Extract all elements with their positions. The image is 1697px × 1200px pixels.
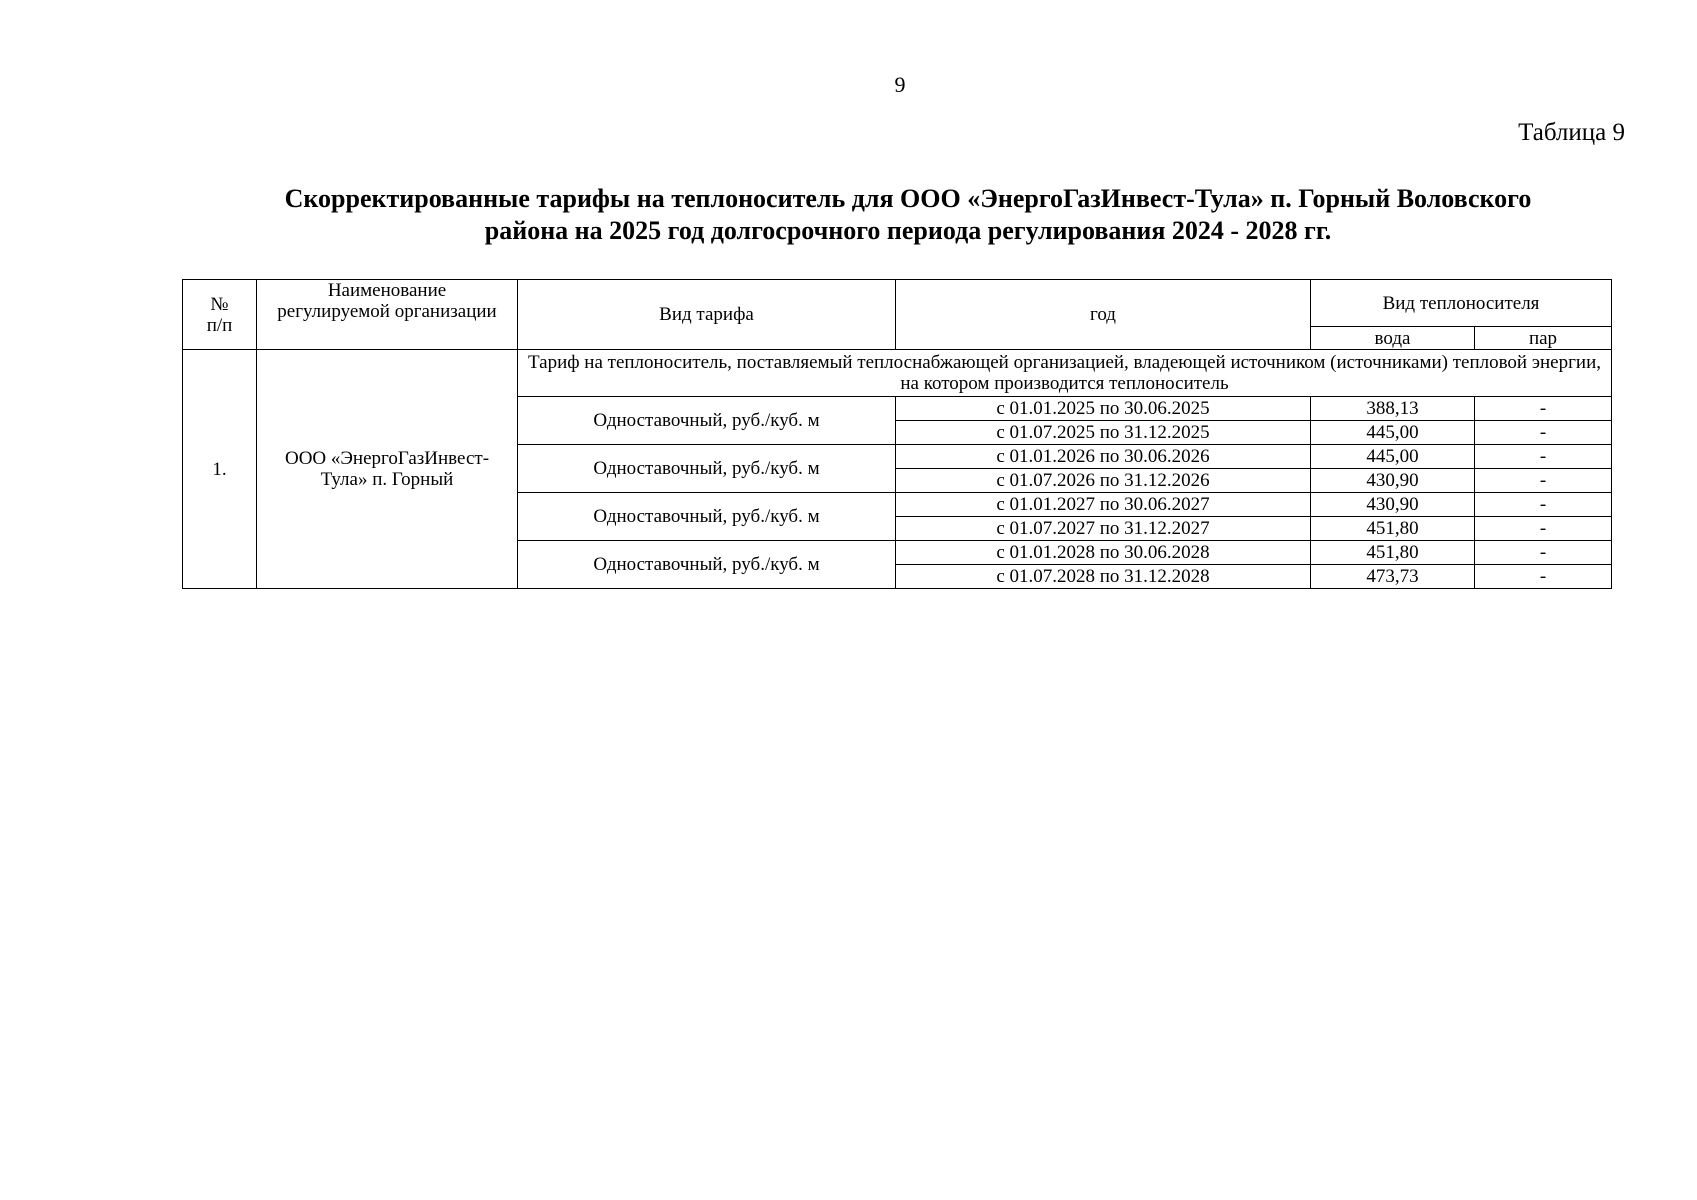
title-line-1: Скорректированные тарифы на теплоноситель для ООО «ЭнергоГазИнвест-Тула» п. Горный Воловского xyxy=(284,184,1532,213)
water-value-cell: 451,80 xyxy=(1311,541,1475,565)
period-cell: с 01.01.2025 по 30.06.2025 xyxy=(896,397,1311,421)
water-value-cell: 445,00 xyxy=(1311,445,1475,469)
steam-value-cell: - xyxy=(1475,541,1612,565)
steam-value-cell: - xyxy=(1475,517,1612,541)
period-cell: с 01.01.2028 по 30.06.2028 xyxy=(896,541,1311,565)
header-number-line-1: № xyxy=(210,293,229,315)
steam-value-cell: - xyxy=(1475,421,1612,445)
water-value-cell: 451,80 xyxy=(1311,517,1475,541)
tariff-type-cell: Одноставочный, руб./куб. м xyxy=(518,541,896,589)
section-note: Тариф на теплоноситель, поставляемый теплоснабжающей организацией, владеющей источником (источниками) тепловой энергии, на котором производится теплоноситель xyxy=(518,350,1612,397)
header-organization xyxy=(257,280,518,350)
organization-name xyxy=(257,350,518,589)
water-value-cell: 430,90 xyxy=(1311,469,1475,493)
header-steam: пар xyxy=(1475,327,1612,350)
header-water: вода xyxy=(1311,327,1475,350)
section-note-row xyxy=(183,350,1612,397)
period-cell: с 01.07.2025 по 31.12.2025 xyxy=(896,421,1311,445)
steam-value-cell: - xyxy=(1475,469,1612,493)
water-value-cell: 473,73 xyxy=(1311,565,1475,589)
tariff-table xyxy=(182,279,1612,589)
tariff-type-cell: Одноставочный, руб./куб. м xyxy=(518,493,896,541)
header-year: год xyxy=(896,280,1311,350)
row-number: 1. xyxy=(183,350,257,589)
table-label: Таблица 9 xyxy=(1518,119,1625,146)
organization-name-line-2: Тула» п. Горный xyxy=(320,469,454,490)
steam-value-cell: - xyxy=(1475,445,1612,469)
document-title xyxy=(185,183,1631,247)
period-cell: с 01.07.2026 по 31.12.2026 xyxy=(896,469,1311,493)
organization-name-line-1: ООО «ЭнергоГазИнвест- xyxy=(284,448,490,469)
tariff-type-cell: Одноставочный, руб./куб. м xyxy=(518,397,896,445)
header-organization-line-2: регулируемой организации xyxy=(277,301,497,322)
page-number: 9 xyxy=(894,72,906,97)
steam-value-cell: - xyxy=(1475,565,1612,589)
header-row xyxy=(183,280,1612,327)
period-cell: с 01.01.2027 по 30.06.2027 xyxy=(896,493,1311,517)
header-number xyxy=(183,280,257,350)
period-cell: с 01.01.2026 по 30.06.2026 xyxy=(896,445,1311,469)
water-value-cell: 445,00 xyxy=(1311,421,1475,445)
tariff-type-cell: Одноставочный, руб./куб. м xyxy=(518,445,896,493)
period-cell: с 01.07.2028 по 31.12.2028 xyxy=(896,565,1311,589)
header-coolant-type: Вид теплоносителя xyxy=(1311,280,1612,327)
steam-value-cell: - xyxy=(1475,493,1612,517)
water-value-cell: 430,90 xyxy=(1311,493,1475,517)
steam-value-cell: - xyxy=(1475,397,1612,421)
water-value-cell: 388,13 xyxy=(1311,397,1475,421)
period-cell: с 01.07.2027 по 31.12.2027 xyxy=(896,517,1311,541)
header-number-line-2: п/п xyxy=(206,314,233,336)
title-line-2: района на 2025 год долгосрочного периода регулирования 2024 - 2028 гг. xyxy=(484,216,1332,245)
header-organization-line-1: Наименование xyxy=(327,280,447,301)
header-tariff-type: Вид тарифа xyxy=(518,280,896,350)
